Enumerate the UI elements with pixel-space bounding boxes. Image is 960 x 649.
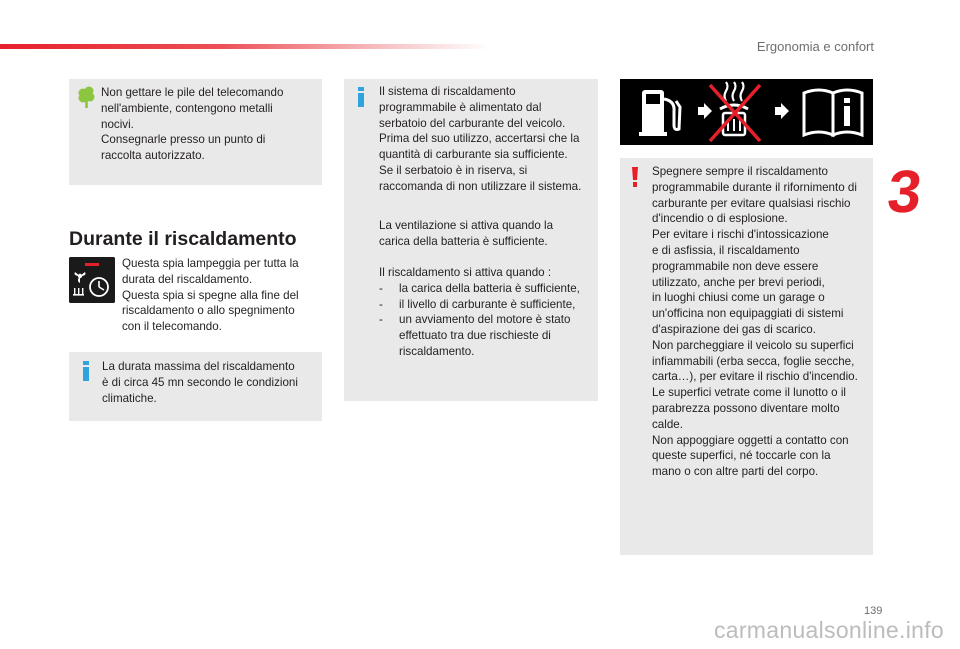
page-number: 139 — [864, 605, 883, 617]
list-item: - un avviamento del motore è stato effettuato tra due rischieste di riscaldamento. — [379, 313, 571, 358]
chapter-number: 3 — [884, 158, 925, 225]
danger-warning-box — [620, 158, 873, 555]
refuel-pictogram-bar — [620, 79, 873, 145]
eco-note-box — [69, 79, 322, 185]
section-title: Ergonomia e confort — [756, 39, 874, 54]
info-icon — [81, 361, 91, 381]
warning-light-description: Questa spia lampeggia per tutta la durata del riscaldamento. Questa spia si spegne alla fine del riscaldamento o allo spegnimento con il telecomando. — [122, 257, 299, 334]
danger-warning-text: Spegnere sempre il riscaldamento programmabile durante il rifornimento di carburante per evitare qualsiasi rischio d'incendio o di esplosione. Per evitare i rischi d'intossicazione e di asfissia, il riscaldamento programmabile non deve essere utilizzato, anche per brevi periodi, in luoghi chiusi come un garage o un'officina non equipaggiati di sistemi d'aspirazione dei gas di scarico. Non parcheggiare il veicolo su superfici infiammabili (erba secca, foglie secche, carta…), per evitare il rischio d'incendio. Le superfici vetrate come il lunotto o il parabrezza possono diventare molto calde. Non appoggiare oggetti a contatto con queste superfici, né toccarle con la mano o con altre parti del corpo. — [652, 165, 858, 479]
watermark: carmanualsonline.info — [713, 617, 944, 643]
heater-timer-warning-icon — [69, 257, 115, 303]
system-info-box — [344, 79, 598, 401]
conditions-list — [379, 281, 593, 360]
info-icon — [356, 87, 366, 107]
ventilation-paragraph: La ventilazione si attiva quando la carica della batteria è sufficiente. — [379, 219, 554, 248]
eco-tree-icon — [78, 86, 95, 108]
danger-exclamation-icon — [632, 167, 638, 187]
list-item: - il livello di carburante è sufficiente, — [379, 297, 576, 311]
list-item: - la carica della batteria è sufficiente, — [379, 281, 580, 295]
duration-info-box — [69, 352, 322, 421]
fuel-supply-paragraph: Il sistema di riscaldamento programmabile è alimentato dal serbatoio del carburante del veicolo. Prima del suo utilizzo, accertarsi che la quantità di carburante sia sufficiente. Se il serbatoio è in riserva, si raccomanda di non utilizzare il sistema. — [379, 85, 582, 193]
duration-info-text: La durata massima del riscaldamento è di circa 45 mn secondo le condizioni climatiche. — [102, 360, 298, 405]
activation-conditions: Il riscaldamento si attiva quando : - la carica della batteria è sufficiente, - il livello di carburante è sufficiente, - un avviamento del motore è stato effettuato tra due rischieste di riscaldamento. — [379, 265, 593, 360]
section-heading: Durante il riscaldamento — [69, 228, 297, 250]
eco-note-text: Non gettare le pile del telecomando nell'ambiente, contengono metalli nocivi. Consegnarle presso un punto di raccolta autorizzato. — [101, 86, 284, 163]
header-accent-bar — [0, 44, 490, 49]
